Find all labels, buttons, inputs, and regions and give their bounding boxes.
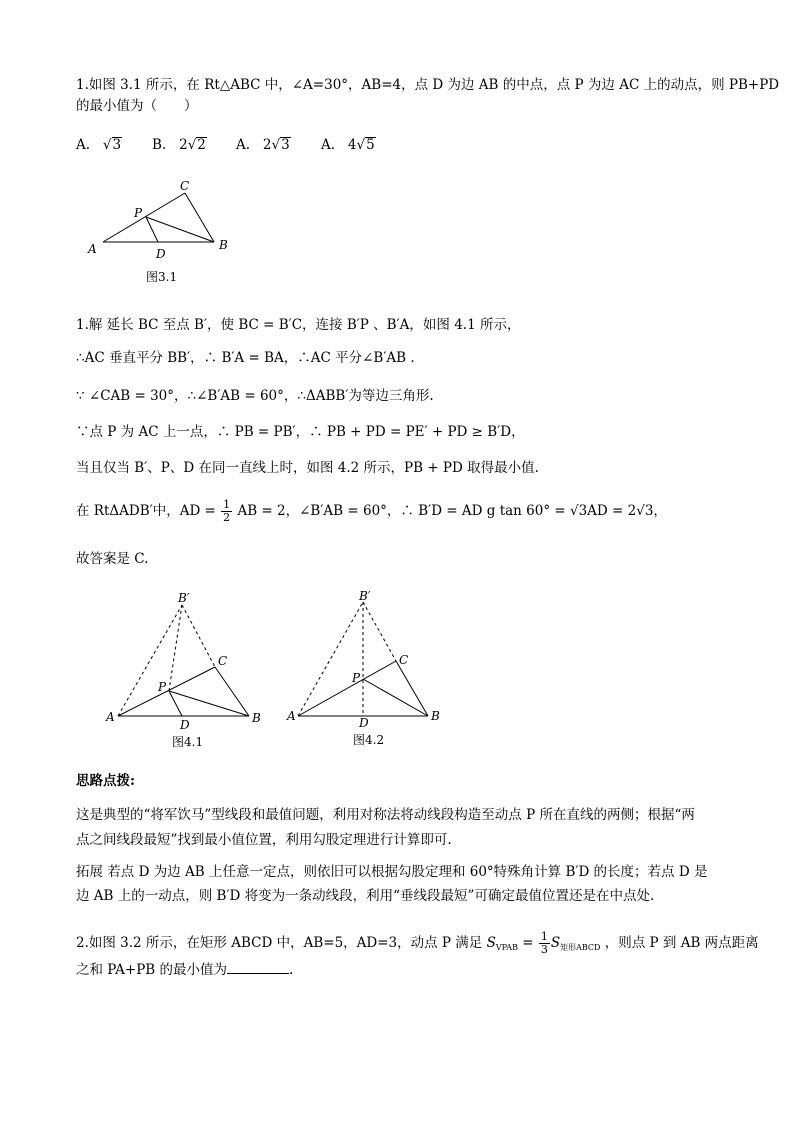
fraction-one-third	[539, 931, 550, 956]
fig42-label-b-prime: B′	[359, 589, 371, 603]
fig31-label-p: P	[134, 206, 143, 220]
q1-line1: 1.如图 3.1 所示，在 Rt△ABC 中，∠A=30°，AB=4，点 D 为边 AB 的中点，点 P 为边 AC 上的动点，则 PB+PD	[76, 77, 780, 93]
option-letter: A.	[321, 137, 336, 153]
solution-line7: 故答案是 C.	[76, 551, 149, 567]
fraction-denominator: 2	[223, 511, 231, 524]
q2-area-triangle	[487, 935, 518, 951]
q2-line1-end: ，则点 P 到 AB 两点距离	[604, 935, 759, 951]
fig42-dashed-cb-prime	[363, 602, 396, 661]
fig41-label-d: D	[180, 718, 190, 732]
option-radicand: 5	[366, 137, 375, 153]
fig41-segment-ac	[118, 667, 215, 716]
fig42-segment-ac	[298, 661, 396, 716]
fig42-label-a: A	[287, 709, 296, 723]
fig42-label-d: D	[359, 716, 369, 730]
hint-p2-line1: 拓展 若点 D 为边 AB 上任意一定点，则依旧可以根据勾股定理和 60°特殊角计算 B′D 的长度；若点 D 是	[76, 864, 708, 880]
option-letter: A.	[236, 137, 251, 153]
area-symbol: S	[550, 935, 561, 951]
fraction-numerator: 1	[540, 930, 548, 943]
solution-line4: ∵点 P 为 AC 上一点，∴ PB = PB′，∴ PB + PD = PE′ + PD ≥ B′D，	[76, 424, 525, 440]
solution-line6-end: AB = 2，∠B′AB = 60°，∴ B′D = AD g tan 60° = √3AD = 2√3，	[237, 503, 667, 519]
q1-option-a: A. √3	[76, 137, 122, 153]
fig42-segment-pb	[363, 679, 428, 716]
solution-line5: 当且仅当 B′、P、D 在同一直线上时，如图 4.2 所示，PB + PD 取得最小值.	[76, 460, 539, 476]
q1-option-d: A. 4√5	[321, 137, 375, 153]
area-symbol: S	[486, 935, 496, 951]
fig31-label-a: A	[88, 242, 97, 256]
fig41-label-b-prime: B′	[178, 591, 190, 605]
hint-p1-line1: 这是典型的“将军饮马”型线段和最值问题，利用对称法将动线段构造至动点 P 所在直线的两侧；根据“两	[76, 807, 695, 823]
fig41-label-p: P	[158, 680, 167, 694]
fig42-segment-cb	[396, 661, 428, 716]
hint-p2-line2: 边 AB 上的一动点，则 B′D 将变为一条动线段，利用“垂线段最短”可确定最值位置还是在中点处.	[76, 888, 655, 904]
area-subscript: 矩形ABCD	[560, 943, 601, 952]
fraction-denominator: 3	[540, 943, 548, 956]
option-coef: 4	[347, 137, 357, 153]
option-letter: A.	[76, 137, 91, 153]
fig41-label-a: A	[106, 710, 115, 724]
fig41-segment-pb	[169, 691, 249, 716]
option-coef: 2	[262, 137, 272, 153]
option-radicand: 3	[281, 137, 290, 153]
q1-option-b: B. 2√2	[152, 137, 206, 153]
q2-line2	[76, 961, 293, 979]
fig31-label-d: D	[156, 247, 166, 261]
q2-area-rect	[551, 935, 601, 951]
hint-title: 思路点拨:	[76, 773, 135, 789]
fig42-dashed-ab-prime	[298, 602, 363, 716]
fig41-segment-cb	[215, 667, 249, 716]
equals-sign: =	[517, 935, 538, 951]
fig31-label-c: C	[180, 179, 190, 193]
option-radicand: 2	[197, 137, 206, 153]
area-subscript: VPAB	[495, 943, 518, 952]
q2-line1-start: 2.如图 3.2 所示，在矩形 ABCD 中，AB=5，AD=3，动点 P 满足	[76, 935, 483, 951]
option-letter: B.	[152, 137, 167, 153]
q1-option-c: A. 2√3	[236, 137, 290, 153]
fig41-caption: 图4.1	[172, 735, 204, 749]
solution-line2: ∴AC 垂直平分 BB′，∴ B′A = BA，∴AC 平分∠B′AB .	[76, 350, 415, 366]
q2-line1	[76, 928, 759, 963]
fig42-label-b: B	[431, 709, 440, 723]
fig41-label-c: C	[218, 654, 228, 668]
option-coef: 2	[179, 137, 188, 153]
fig42-label-c: C	[399, 653, 409, 667]
solution-line3: ∵ ∠CAB = 30°，∴∠B′AB = 60°，∴ΔABB′为等边三角形.	[76, 388, 434, 404]
fig31-label-b: B	[219, 238, 228, 252]
fig42-label-p: P	[352, 671, 361, 685]
fraction-numerator: 1	[223, 498, 231, 511]
q2-line2-end: .	[289, 962, 294, 978]
fig41-dashed-cb-prime	[182, 605, 215, 667]
q1-line2: 的最小值为（ ）	[76, 98, 198, 114]
q2-line2-text: 之和 PA+PB 的最小值为	[76, 962, 227, 978]
answer-blank[interactable]	[227, 961, 289, 974]
option-radicand: 3	[112, 137, 122, 153]
hint-p1-line2: 点之间线段最短”找到最小值位置，利用勾股定理进行计算即可.	[76, 832, 452, 848]
fig41-label-b: B	[252, 711, 261, 725]
solution-line1: 1.解 延长 BC 至点 B′，使 BC = B′C，连接 B′P 、B′A，如图 4.1 所示，	[76, 317, 521, 333]
fig41-dashed-pb-prime	[169, 605, 182, 691]
solution-line6-start: 在 RtΔADB′中，AD =	[76, 503, 216, 519]
fig42-caption: 图4.2	[353, 733, 385, 747]
fig31-caption: 图3.1	[146, 270, 178, 284]
